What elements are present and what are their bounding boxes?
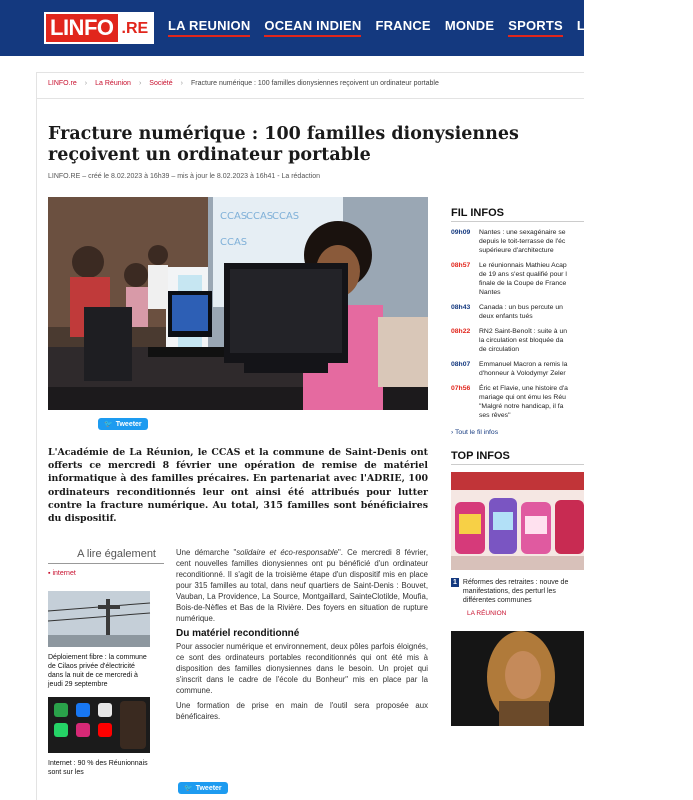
photo-banner-text-3: CCAS	[272, 211, 300, 222]
fil-infos-heading: FIL INFOS	[451, 207, 584, 222]
fil-infos-line: de circulation	[479, 346, 520, 353]
quote-italic: solidaire et éco-responsable	[236, 548, 338, 557]
fil-infos-text	[479, 261, 567, 297]
article-paragraph-1: Une démarche "solidaire et éco-responsable". Ce mercredi 8 février, cent nouvelles familles dionysiennes ont pu bénéficié d'un ordinateur reconditionné. Il s'agit de la troisième étape d'un dispositif mis en place pour 315 familles au total, dans neuf quartiers de Saint-Denis : Bouvet, Vauban, La Providence, La Source, Montgaillard, SainteClotilde, Moufia, Bois-de-Nèfles et Bas de la Rivière. Des foyers en situation de rupture numérique.	[176, 548, 428, 623]
fil-infos-item[interactable]	[451, 261, 584, 297]
article-photo	[48, 197, 428, 410]
top-info-rank: 1	[453, 579, 457, 586]
fil-infos-line: supérieure d'architecture	[479, 247, 554, 254]
portrait-photo	[451, 631, 584, 726]
fil-infos-line: "Malgré notre handicap, il fa	[479, 403, 564, 410]
fil-infos-line: Nantes	[479, 289, 501, 296]
top-info-text: Réformes des retraites : nouve de manifestations, des perturl les différentes communes	[462, 579, 569, 604]
fil-infos-item[interactable]	[451, 360, 584, 378]
photo-banner-text-4: CCAS	[220, 237, 248, 248]
fil-infos-item[interactable]	[451, 384, 584, 420]
fil-infos-line: depuis le toit-terrasse de l'éc	[479, 238, 566, 245]
fil-infos-time: 09h09	[451, 229, 471, 236]
fil-infos-line: Le réunionnais Mathieu Acap	[479, 262, 567, 269]
related-header	[48, 546, 164, 564]
breadcrumb-la-reunion[interactable]: La Réunion	[95, 80, 131, 87]
photo-illustration	[48, 197, 428, 410]
fil-infos-text	[479, 228, 566, 255]
nav-monde[interactable]: MONDE	[444, 18, 495, 33]
fil-infos-text	[479, 303, 563, 321]
fil-infos-line: la circulation est bloquée da	[479, 337, 564, 344]
article-title: Fracture numérique : 100 familles dionysiennes reçoivent un ordinateur portable	[48, 124, 519, 165]
fil-infos-time: 08h07	[451, 361, 471, 368]
breadcrumb-societe[interactable]: Société	[149, 80, 173, 87]
related-item-1[interactable]: Déploiement fibre : la commune de Cilaos privée d'électricité dans la nuit de ce mercredi à jeudi 29 septembre	[48, 654, 147, 688]
fil-infos-line: Canada : un bus percute un	[479, 304, 563, 311]
related-tag[interactable]: ▪ internet	[48, 570, 164, 577]
fil-infos-list	[451, 228, 584, 420]
fil-infos-line: Nantes : une sexagénaire se	[479, 229, 566, 236]
fil-more-link[interactable]: › Tout le fil infos	[451, 429, 499, 436]
top-info-thumb-2[interactable]	[451, 631, 584, 726]
related-thumb-1[interactable]	[48, 591, 150, 647]
fil-infos-line: deux enfants tués	[479, 313, 533, 320]
twitter-bird-icon: 🐦	[104, 421, 113, 428]
fil-infos-line: Éric et Flavie, une histoire d'a	[479, 385, 568, 392]
tweet-button[interactable]	[98, 418, 148, 430]
photo-banner-text-2: CCAS	[246, 211, 274, 222]
tweet-label: Tweeter	[115, 420, 142, 428]
breadcrumb-home[interactable]: LINFO.re	[48, 80, 77, 87]
tweet-button-bottom[interactable]	[178, 782, 228, 794]
fil-infos-time: 08h57	[451, 262, 471, 269]
main-nav	[168, 18, 693, 37]
fil-infos-line: d'honneur à Volodymyr Zeler	[479, 370, 566, 377]
breadcrumb-separator-icon: ›	[180, 80, 183, 87]
nav-le-mag[interactable]: LE MAG	[576, 18, 629, 33]
site-header	[0, 0, 693, 56]
top-info-item-1[interactable]	[451, 578, 584, 605]
fil-infos-text	[479, 327, 567, 354]
article-meta: LINFO.RE – créé le 8.02.2023 à 16h39 – mis à jour le 8.02.2023 à 16h41 - La rédaction	[48, 173, 321, 180]
twitter-bird-icon: 🐦	[184, 785, 193, 792]
article-paragraph-2: Pour associer numérique et environnement, deux pôles parfois éloignés, ce sont des ordinateurs portables reconditionnés qui ont été mis à disposition des familles dionysiennes dans le besoin. Un projet qui s'inscrit dans le cadre de l'école du Bonheur" mis en place par la commune.	[176, 642, 428, 695]
fil-infos-item[interactable]	[451, 228, 584, 255]
top-info-thumb-1[interactable]	[451, 472, 584, 570]
fil-infos-line: RN2 Saint-Benoît : suite à un	[479, 328, 568, 335]
related-box	[48, 546, 164, 800]
fil-infos-line: ses rêves"	[479, 412, 511, 419]
logo-main: LINFO	[46, 14, 118, 42]
nav-france[interactable]: FRANCE	[375, 18, 431, 33]
backpacks-photo	[451, 472, 584, 570]
photo-banner-text-1: CCAS	[220, 211, 248, 222]
fil-infos-time: 07h56	[451, 385, 471, 392]
related-heading: A lire également	[77, 548, 156, 560]
fil-infos-line: de 19 ans s'est qualifié pour l	[479, 271, 567, 278]
related-thumb-2[interactable]	[48, 697, 150, 753]
site-logo[interactable]	[44, 12, 154, 44]
fil-infos-line: finale de la Coupe de France	[479, 280, 567, 287]
fil-infos-time: 08h43	[451, 304, 471, 311]
phone-apps-photo	[48, 697, 150, 753]
fil-infos-line: Emmanuel Macron a remis la	[479, 361, 568, 368]
breadcrumb-current: Fracture numérique : 100 familles dionysiennes reçoivent un ordinateur portable	[191, 80, 439, 87]
nav-ocean-indien[interactable]: OCEAN INDIEN	[264, 18, 361, 37]
tweet-label: Tweeter	[195, 784, 222, 792]
article-body	[176, 547, 428, 726]
breadcrumb-separator-icon: ›	[84, 80, 88, 87]
sidebar	[451, 207, 584, 726]
antenna-photo	[48, 591, 150, 647]
fil-infos-text	[479, 360, 567, 378]
logo-suffix: .RE	[118, 14, 153, 42]
fil-infos-text	[479, 384, 568, 420]
fil-infos-item[interactable]	[451, 327, 584, 354]
nav-la-reunion[interactable]: LA REUNION	[168, 18, 250, 37]
breadcrumb	[48, 80, 439, 87]
nav-videos[interactable]: VIDEOS	[642, 18, 693, 33]
nav-sports[interactable]: SPORTS	[508, 18, 563, 37]
top-infos-heading: TOP INFOS	[451, 450, 584, 465]
fil-infos-time: 08h22	[451, 328, 471, 335]
article-lead: L'Académie de La Réunion, le CCAS et la commune de Saint-Denis ont offerts ce mercredi 8 février une opération de remise de matériel informatique à des familles précaires. En partenariat avec l'ADRIE, 100 ordinateurs reconditionnés leur ont ainsi été attribués pour lutter contre la fracture numérique. Au total, 315 familles sont bénéficiaires du dispositif.	[48, 447, 428, 525]
article-subheading: Du matériel reconditionné	[176, 628, 300, 639]
breadcrumb-separator-icon: ›	[138, 80, 142, 87]
divider	[36, 98, 584, 99]
article-paragraph-3: Une formation de prise en main de l'outil sera proposée aux bénéficaires.	[176, 701, 428, 721]
related-item-2[interactable]: Internet : 90 % des Réunionnais sont sur les	[48, 760, 148, 776]
top-info-tag[interactable]: LA RÉUNION	[467, 610, 507, 617]
fil-infos-item[interactable]	[451, 303, 584, 321]
fil-infos-line: mariage qui ont ému les Réu	[479, 394, 566, 401]
